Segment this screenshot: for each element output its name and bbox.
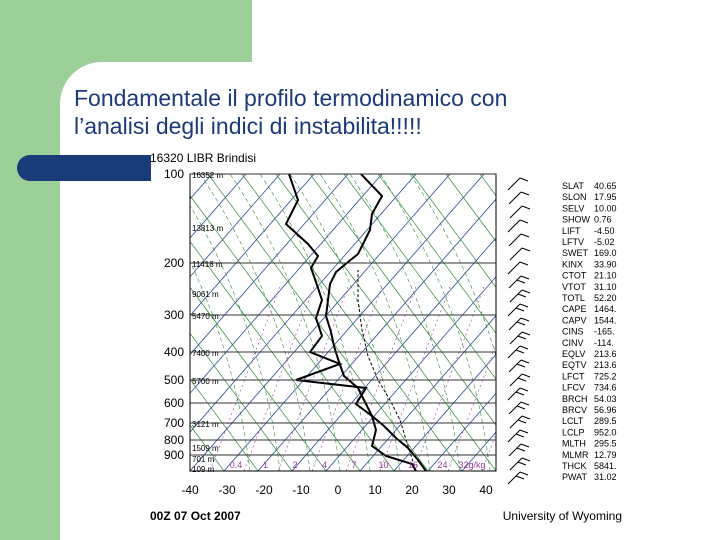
wind-barb-staff [509, 234, 521, 246]
mixing-ratio-labels [230, 460, 486, 470]
index-value: 52.20 [594, 293, 617, 303]
credit-label: University of Wyoming [502, 509, 622, 523]
index-name: LCLP [562, 427, 585, 438]
index-value: -5.02 [594, 237, 615, 247]
wind-barb-staff [508, 472, 520, 484]
wind-barb-flag [518, 294, 526, 297]
wind-barb-flag [520, 472, 528, 475]
wind-barb-staff [510, 416, 522, 428]
temperature-tick-label: -40 [181, 483, 199, 497]
wind-barb-flag [521, 318, 529, 321]
index-name: MLMR [562, 449, 589, 460]
slide-title [74, 84, 694, 140]
wind-barb-flag [516, 308, 524, 311]
skewt-sounding-figure [146, 150, 636, 530]
pressure-tick-label: 100 [163, 167, 184, 181]
wind-barb-flag [522, 248, 530, 251]
moist-adiabat-line [407, 174, 520, 471]
wind-barbs [508, 178, 530, 484]
sounding-profile [286, 174, 426, 471]
wind-barb-staff [508, 304, 520, 316]
wind-barb-staff [510, 206, 522, 218]
wind-barb-flag [522, 458, 530, 461]
isotherm-line [632, 174, 636, 471]
index-name: LCLT [562, 416, 584, 427]
height-label: 9061 m [192, 290, 219, 299]
isotherm-line [326, 174, 586, 471]
mixing-ratio-label: 7 [351, 460, 357, 470]
wind-barb-staff [508, 262, 520, 274]
index-value: 0.76 [594, 214, 612, 225]
wind-barb-flag [520, 388, 528, 391]
wind-barb-flag [522, 206, 530, 209]
wind-barb-flag [521, 402, 529, 405]
wind-barb-staff [509, 318, 521, 330]
mixing-ratio-line [380, 287, 450, 471]
temperature-tick-label: -10 [292, 483, 310, 497]
wind-barb-flag [521, 276, 529, 279]
mixing-ratio-line [244, 287, 314, 471]
wind-barb-staff [508, 346, 520, 358]
pressure-tick-label: 300 [163, 308, 184, 322]
index-name: CTOT [562, 270, 587, 281]
wind-barb-flag [518, 420, 526, 423]
index-value: 5841. [594, 461, 617, 471]
wind-barb-flag [518, 378, 526, 381]
wind-barb-staff [509, 402, 521, 414]
index-value: -4.50 [594, 225, 615, 236]
height-label: 5700 m [192, 377, 219, 386]
index-name: MLTH [562, 438, 586, 449]
mixing-ratio-line [210, 287, 280, 471]
wind-barb-flag [520, 346, 528, 349]
index-value: 31.02 [594, 472, 617, 483]
index-value: -114. [594, 337, 614, 348]
index-value: 17.95 [594, 192, 617, 203]
wind-barb-staff [510, 248, 522, 260]
index-value: 12.79 [594, 449, 617, 460]
wind-barb-flag [517, 406, 525, 409]
index-value: 295.5 [594, 438, 617, 449]
index-name: KINX [562, 259, 584, 270]
wind-barb-flag [520, 178, 528, 181]
height-label: 1509 m [192, 444, 219, 453]
temperature-tick-label: 30 [442, 483, 456, 497]
wind-barb-flag [521, 444, 529, 447]
height-label: 13813 m [192, 224, 224, 233]
index-name: SHOW [562, 214, 590, 225]
wind-barb-flag [516, 434, 524, 437]
wind-barb-flag [518, 336, 526, 339]
wind-barb-flag [522, 416, 530, 419]
isotherm-line [292, 174, 552, 471]
wind-barb-flag [520, 304, 528, 307]
index-value: 952.0 [594, 427, 617, 438]
dry-adiabat-line [344, 174, 564, 471]
index-name: SWET [562, 248, 588, 259]
pressure-tick-label: 500 [163, 373, 184, 387]
pressure-tick-label: 900 [163, 448, 184, 462]
index-value: 21.10 [594, 270, 617, 281]
index-name: PWAT [562, 472, 587, 483]
pressure-tick-label: 200 [163, 256, 184, 270]
mixing-ratio-label: 1 [262, 460, 269, 470]
wind-barb-flag [522, 332, 530, 335]
wind-barb-flag [522, 290, 530, 293]
pressure-tick-label: 800 [163, 433, 184, 447]
index-value: 31.10 [594, 281, 617, 292]
wind-barb-staff [508, 220, 520, 232]
date-label: 00Z 07 Oct 2007 [150, 509, 241, 523]
wind-barb-flag [520, 220, 528, 223]
moist-adiabat-line [230, 174, 340, 471]
temperature-tick-label: 20 [405, 483, 419, 497]
index-name: BRCV [562, 405, 588, 415]
index-value: 54.03 [594, 393, 617, 404]
index-name: LIFT [562, 225, 581, 236]
wind-barb-flag [517, 448, 525, 451]
index-value: 213.6 [594, 360, 617, 371]
index-name: BRCH [562, 393, 588, 404]
slide-title-line-1: Fondamentale il profilo termodinamico con [74, 85, 508, 111]
index-name: LFCV [562, 382, 586, 393]
index-value: 213.6 [594, 349, 617, 359]
wind-barb-flag [517, 322, 525, 325]
mixing-ratio-label: 16 [407, 460, 419, 470]
wind-barb-staff [509, 444, 521, 456]
index-value: 33.90 [594, 259, 617, 270]
height-label: 7400 m [192, 349, 219, 358]
wind-barb-staff [510, 332, 522, 344]
temperature-tick-label: -30 [218, 483, 236, 497]
height-label: 701 m [192, 455, 215, 464]
index-value: 169.0 [594, 248, 617, 259]
index-name: SELV [562, 203, 585, 214]
height-label: 3121 m [192, 420, 219, 429]
index-value: 1544. [594, 315, 617, 326]
index-name: THCK [562, 461, 587, 471]
index-name: CINS [562, 326, 584, 337]
index-name: LFTV [562, 237, 585, 247]
wind-barb-flag [516, 392, 524, 395]
wind-barb-staff [510, 290, 522, 302]
index-value: 734.6 [594, 382, 617, 393]
skewt-diagram [146, 150, 636, 530]
dry-adiabat-line [146, 174, 156, 471]
wind-barb-staff [510, 458, 522, 470]
temperature-tick-label: -20 [255, 483, 273, 497]
wind-barb-staff [508, 178, 520, 190]
mixing-ratio-line [414, 287, 484, 471]
index-value: 10.00 [594, 203, 617, 214]
index-name: CAPV [562, 315, 587, 326]
index-name: SLON [562, 192, 587, 203]
wind-barb-flag [521, 360, 529, 363]
wind-barb-flag [518, 462, 526, 465]
index-name: CINV [562, 337, 584, 348]
wind-barb-staff [508, 430, 520, 442]
index-name: EQTV [562, 360, 587, 371]
mixing-ratio-label: 0.4 [229, 460, 243, 470]
index-name: EQLV [562, 349, 586, 359]
wind-barb-flag [521, 192, 529, 195]
dry-adiabat-line [276, 174, 496, 471]
station-header: 16320 LIBR Brindisi [150, 151, 257, 165]
dry-adiabat-line [242, 174, 462, 471]
pressure-tick-label: 700 [163, 416, 184, 430]
height-label: 5470 m [192, 312, 219, 321]
index-name: TOTL [562, 293, 585, 303]
mixing-ratio-label: 2 [292, 460, 298, 470]
wind-barb-flag [520, 262, 528, 265]
index-value: 725.2 [594, 371, 617, 382]
index-name: VTOT [562, 281, 586, 292]
stability-indices [562, 181, 617, 482]
wind-barb-staff [509, 276, 521, 288]
index-name: CAPE [562, 304, 587, 315]
title-accent-bar [17, 155, 151, 181]
mixing-ratio-line [278, 287, 348, 471]
wind-barb-flag [516, 476, 524, 479]
index-name: LFCT [562, 371, 585, 382]
index-value: 40.65 [594, 181, 617, 191]
height-label: 16352 m [192, 171, 224, 180]
height-label: 109 m [192, 465, 215, 474]
index-value: -165. [594, 326, 615, 337]
wind-barb-flag [517, 280, 525, 283]
temperature-tick-label: 0 [334, 483, 342, 497]
wind-barb-flag [516, 350, 524, 353]
pressure-tick-label: 400 [163, 345, 184, 359]
mixing-ratio-label: 4 [321, 460, 328, 470]
temperature-tick-label: 40 [479, 483, 493, 497]
wind-barb-flag [520, 430, 528, 433]
index-value: 1464. [594, 304, 617, 315]
mixing-ratio-line [346, 287, 419, 471]
mixing-ratio-label: 32g/kg [458, 460, 486, 470]
mixing-ratio-label: 24 [437, 460, 448, 470]
slide-title-line-2: l’analisi degli indici di instabilita!!!!! [74, 113, 422, 139]
wind-barb-flag [521, 234, 529, 237]
height-label: 11418 m [192, 260, 223, 269]
wind-barb-flag [522, 374, 530, 377]
pressure-tick-label: 600 [163, 396, 184, 410]
wind-barb-staff [510, 374, 522, 386]
index-name: SLAT [562, 181, 584, 191]
moist-adiabat-line [380, 174, 490, 471]
index-value: 289.5 [594, 416, 617, 427]
mixing-ratio-line [448, 287, 518, 471]
index-value: 56.96 [594, 405, 617, 415]
temperature-tick-label: 10 [368, 483, 382, 497]
mixing-ratio-label: 10 [378, 460, 389, 470]
dry-adiabat-line [310, 174, 530, 471]
wind-barb-flag [517, 364, 525, 367]
wind-barb-staff [509, 192, 521, 204]
wind-barb-staff [509, 360, 521, 372]
dewpoint-profile-line [286, 174, 419, 471]
wind-barb-staff [508, 388, 520, 400]
temperature-axis [181, 483, 493, 497]
moist-adiabat-line [350, 174, 460, 471]
